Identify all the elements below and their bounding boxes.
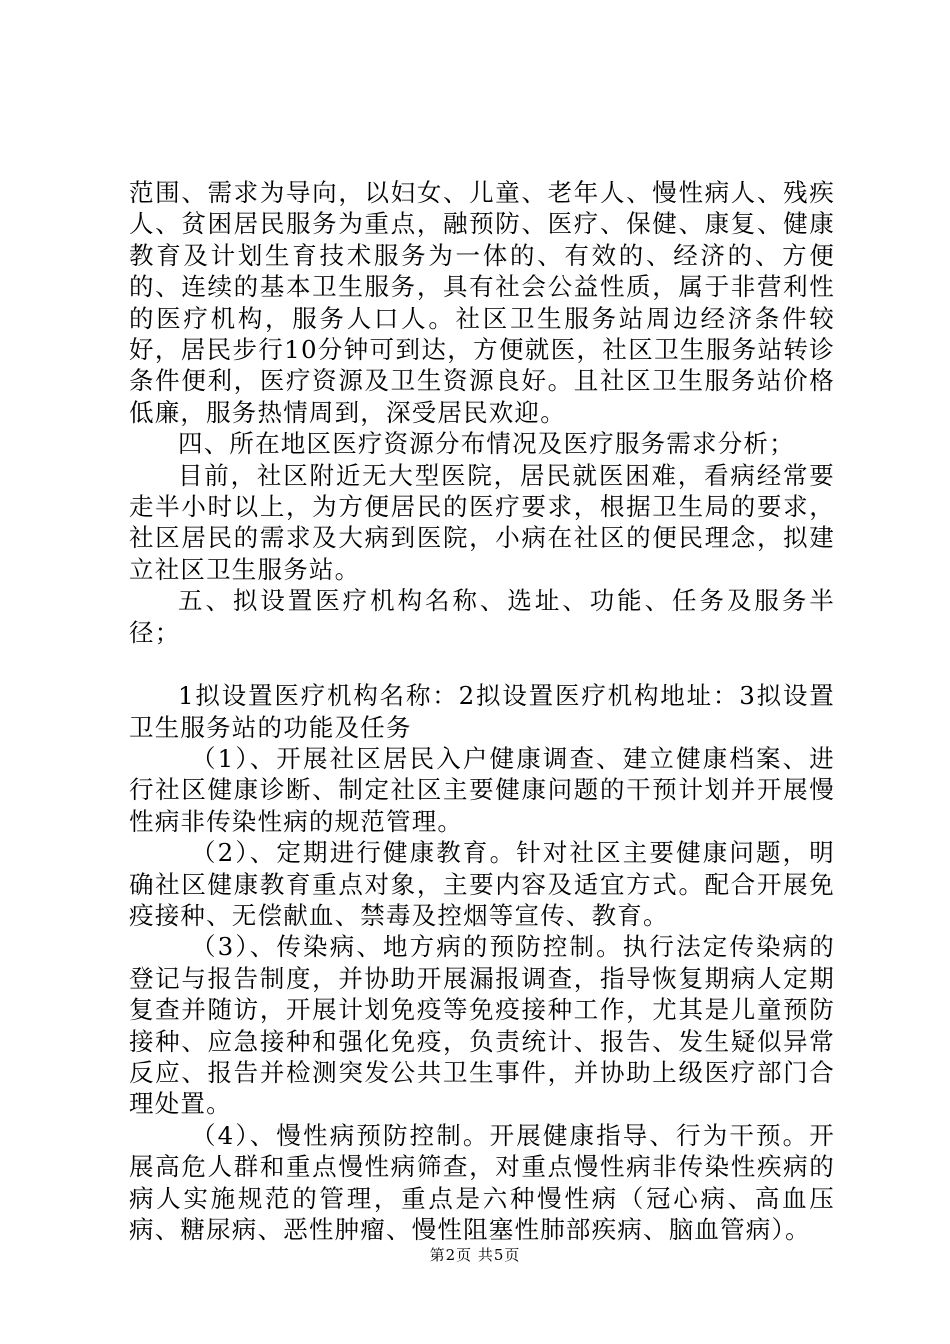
document-body — [129, 177, 835, 1245]
list-item-health-education: （2）、定期进行健康教育。针对社区主要健康问题，明确社区健康教育重点对象，主要内容及适宜方式。配合开展免疫接种、无偿献血、禁毒及控烟等宣传、教育。 — [129, 838, 835, 930]
paragraph-institution-setup: 1拟设置医疗机构名称：2拟设置医疗机构地址：3拟设置卫生服务站的功能及任务 — [129, 681, 835, 742]
list-item-health-survey: （1）、开展社区居民入户健康调查、建立健康档案、进行社区健康诊断、制定社区主要健康问题的干预计划并开展慢性病非传染性病的规范管理。 — [129, 743, 835, 836]
paragraph-current-situation: 目前，社区附近无大型医院，居民就医困难，看病经常要走半小时以上，为方便居民的医疗要求，根据卫生局的要求，社区居民的需求及大病到医院，小病在社区的便民理念，拟建立社区卫生服务站。 — [129, 460, 835, 584]
list-item-infectious-disease: （3）、传染病、地方病的预防控制。执行法定传染病的登记与报告制度，并协助开展漏报调查，指导恢复期病人定期复查并随访，开展计划免疫等免疫接种工作，尤其是儿童预防接种、应急接种和强化免疫，负责统计、报告、发生疑似异常反应、报告并检测突发公共卫生事件，并协助上级医疗部门合理处置。 — [129, 932, 835, 1119]
list-item-chronic-disease: （4）、慢性病预防控制。开展健康指导、行为干预。开展高危人群和重点慢性病筛查，对重点慢性病非传染性疾病的病人实施规范的管理，重点是六种慢性病（冠心病、高血压病、糖尿病、恶性肿瘤、慢性阻塞性肺部疾病、脑血管病）。 — [129, 1120, 835, 1244]
page-number-footer: 第2页 共5页 — [429, 1246, 521, 1264]
section-heading-four: 四、所在地区医疗资源分布情况及医疗服务需求分析； — [178, 429, 795, 459]
paragraph-service-scope: 范围、需求为导向，以妇女、儿童、老年人、慢性病人、残疾人、贫困居民服务为重点，融预防、医疗、保健、康复、健康教育及计划生育技术服务为一体的、有效的、经济的、方便的、连续的基本卫生服务，具有社会公益性质，属于非营利性的医疗机构，服务人口人。社区卫生服务站周边经济条件较好，居民步行10分钟可到达，方便就医，社区卫生服务站转诊条件便利，医疗资源及卫生资源良好。且社区卫生服务站价格低廉，服务热情周到，深受居民欢迎。 — [129, 178, 835, 427]
section-heading-five: 五、拟设置医疗机构名称、选址、功能、任务及服务半径； — [129, 586, 835, 647]
